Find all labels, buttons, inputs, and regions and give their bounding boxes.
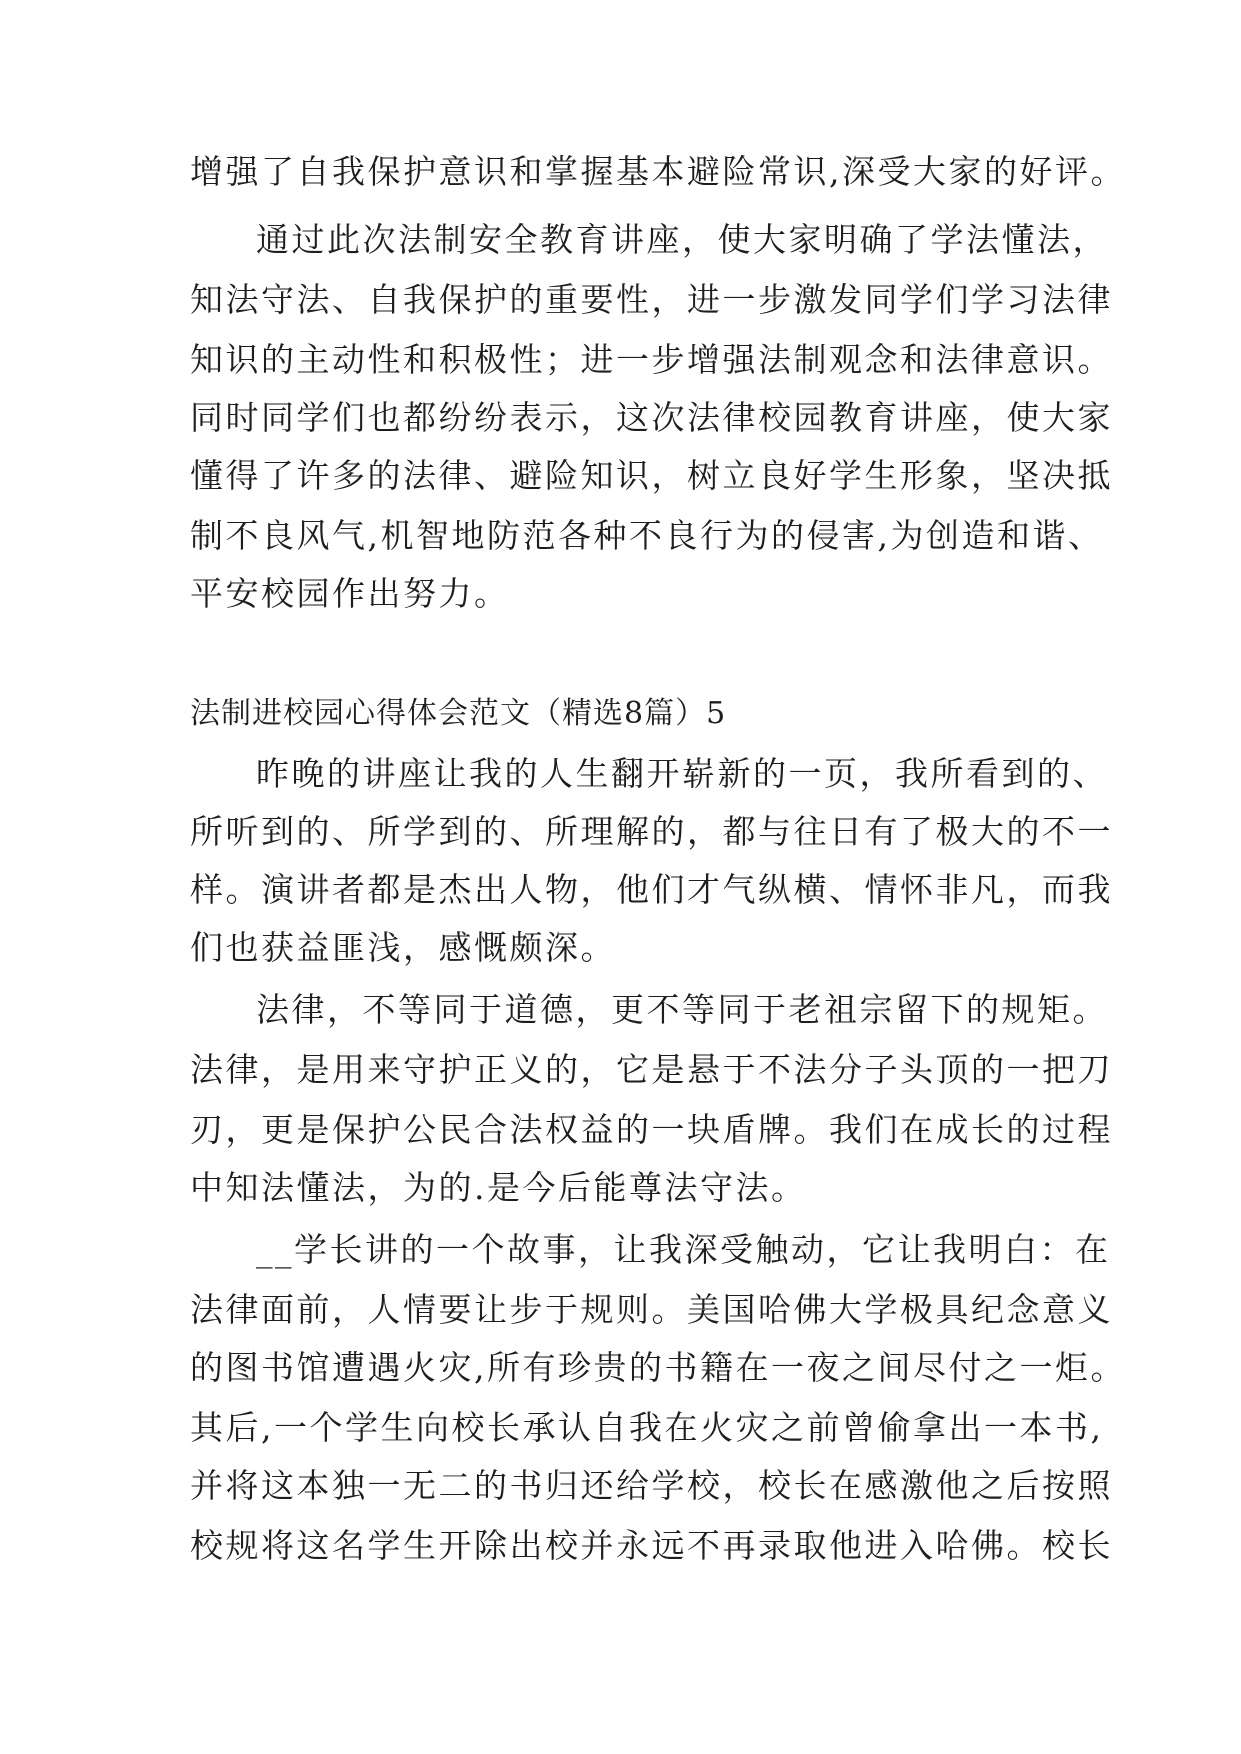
paragraph-line: 昨晚的讲座让我的人生翻开崭新的一页，我所看到的、 — [256, 754, 1108, 793]
paragraph-line: 增强了自我保护意识和掌握基本避险常识,深受大家的好评。 — [190, 152, 1126, 191]
paragraph-line: 并将这本独一无二的书归还给学校，校长在感激他之后按照 — [190, 1466, 1113, 1505]
paragraph-line: 懂得了许多的法律、避险知识，树立良好学生形象，坚决抵 — [190, 456, 1113, 495]
paragraph-line: 校规将这名学生开除出校并永远不再录取他进入哈佛。校长 — [190, 1526, 1113, 1565]
paragraph-line: 中知法懂法，为的.是今后能尊法守法。 — [190, 1168, 807, 1207]
section-heading: 法制进校园心得体会范文（精选8篇）5 — [190, 696, 727, 731]
paragraph-line: 所听到的、所学到的、所理解的，都与往日有了极大的不一 — [190, 812, 1113, 851]
paragraph-line: 刃，更是保护公民合法权益的一块盾牌。我们在成长的过程 — [190, 1110, 1113, 1149]
paragraph-line: 同时同学们也都纷纷表示，这次法律校园教育讲座，使大家 — [190, 398, 1113, 437]
paragraph-line: 法律面前，人情要让步于规则。美国哈佛大学极具纪念意义 — [190, 1290, 1113, 1329]
paragraph-line: 的图书馆遭遇火灾,所有珍贵的书籍在一夜之间尽付之一炬。 — [190, 1348, 1126, 1387]
paragraph-line: 制不良风气,机智地防范各种不良行为的侵害,为创造和谐、 — [190, 516, 1104, 555]
paragraph-line: 知识的主动性和积极性；进一步增强法制观念和法律意识。 — [190, 340, 1113, 379]
paragraph-line: 平安校园作出努力。 — [190, 574, 510, 613]
paragraph-line: 其后,一个学生向校长承认自我在火灾之前曾偷拿出一本书, — [190, 1408, 1104, 1447]
paragraph-line: 法律，是用来守护正义的，它是悬于不法分子头顶的一把刀 — [190, 1050, 1113, 1089]
paragraph-line: 样。演讲者都是杰出人物，他们才气纵横、情怀非凡，而我 — [190, 870, 1113, 909]
paragraph-line: 通过此次法制安全教育讲座，使大家明确了学法懂法， — [256, 220, 1108, 259]
paragraph-line: __学长讲的一个故事，让我深受触动，它让我明白：在 — [256, 1230, 1111, 1269]
paragraph-line: 法律，不等同于道德，更不等同于老祖宗留下的规矩。 — [256, 990, 1108, 1029]
paragraph-line: 们也获益匪浅，感慨颇深。 — [190, 928, 616, 967]
paragraph-line: 知法守法、自我保护的重要性，进一步激发同学们学习法律 — [190, 280, 1113, 319]
